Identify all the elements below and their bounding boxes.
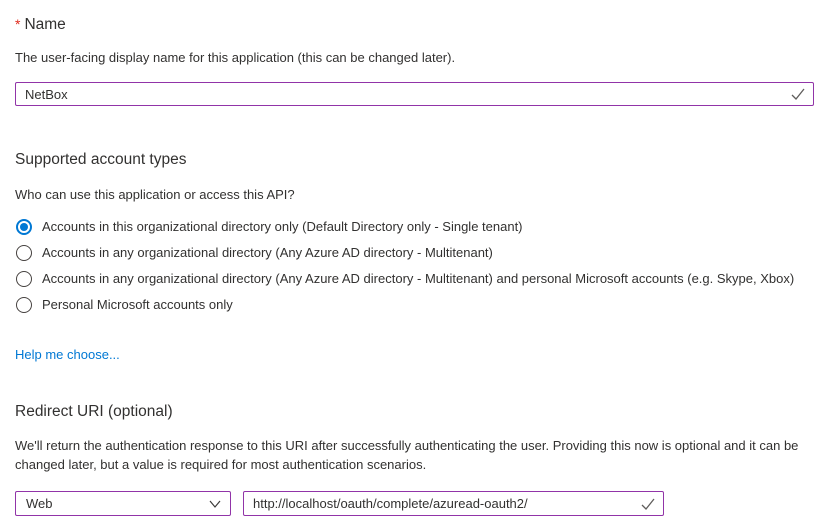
- account-types-radio-group: [15, 214, 814, 318]
- radio-unselected-icon[interactable]: [16, 271, 32, 287]
- help-me-choose-link[interactable]: Help me choose...: [15, 347, 120, 362]
- radio-unselected-icon[interactable]: [16, 245, 32, 261]
- account-types-section: [15, 150, 814, 364]
- radio-option-label: Accounts in any organizational directory (Any Azure AD directory - Multitenant) and personal Microsoft accounts (e.g. Skype, Xbox): [42, 271, 795, 286]
- name-section-heading: [15, 14, 814, 35]
- redirect-uri-section: [15, 402, 814, 516]
- redirect-uri-input-wrap: [243, 491, 664, 516]
- radio-option-personal-only[interactable]: [15, 292, 814, 318]
- radio-option-multitenant[interactable]: [15, 240, 814, 266]
- required-asterisk: *: [15, 16, 21, 32]
- chevron-down-icon: [209, 499, 221, 509]
- radio-selected-icon[interactable]: [16, 219, 32, 235]
- redirect-uri-description: We'll return the authentication response to this URI after successfully authenticating the user. Providing this now is optional and it can be changed later, but a value is required for most authentication scenarios.: [15, 438, 799, 472]
- name-input-wrap: [15, 82, 814, 106]
- account-types-heading: Supported account types: [15, 151, 187, 168]
- platform-select-dropdown[interactable]: [15, 491, 231, 516]
- name-heading-label: Name: [24, 16, 66, 33]
- name-section: [15, 14, 814, 106]
- radio-option-single-tenant[interactable]: [15, 214, 814, 240]
- platform-select-value: Web: [26, 496, 53, 511]
- redirect-uri-heading: Redirect URI (optional): [15, 403, 173, 420]
- radio-option-multitenant-personal[interactable]: [15, 266, 814, 292]
- name-input[interactable]: [15, 82, 814, 106]
- radio-option-label: Personal Microsoft accounts only: [42, 297, 233, 312]
- redirect-uri-input[interactable]: [243, 491, 664, 516]
- radio-option-label: Accounts in this organizational directory only (Default Directory only - Single tenant): [42, 219, 523, 234]
- radio-unselected-icon[interactable]: [16, 297, 32, 313]
- redirect-uri-controls: [15, 491, 814, 516]
- name-description: The user-facing display name for this application (this can be changed later).: [15, 50, 456, 65]
- radio-option-label: Accounts in any organizational directory (Any Azure AD directory - Multitenant): [42, 245, 493, 260]
- account-types-question: Who can use this application or access this API?: [15, 187, 295, 202]
